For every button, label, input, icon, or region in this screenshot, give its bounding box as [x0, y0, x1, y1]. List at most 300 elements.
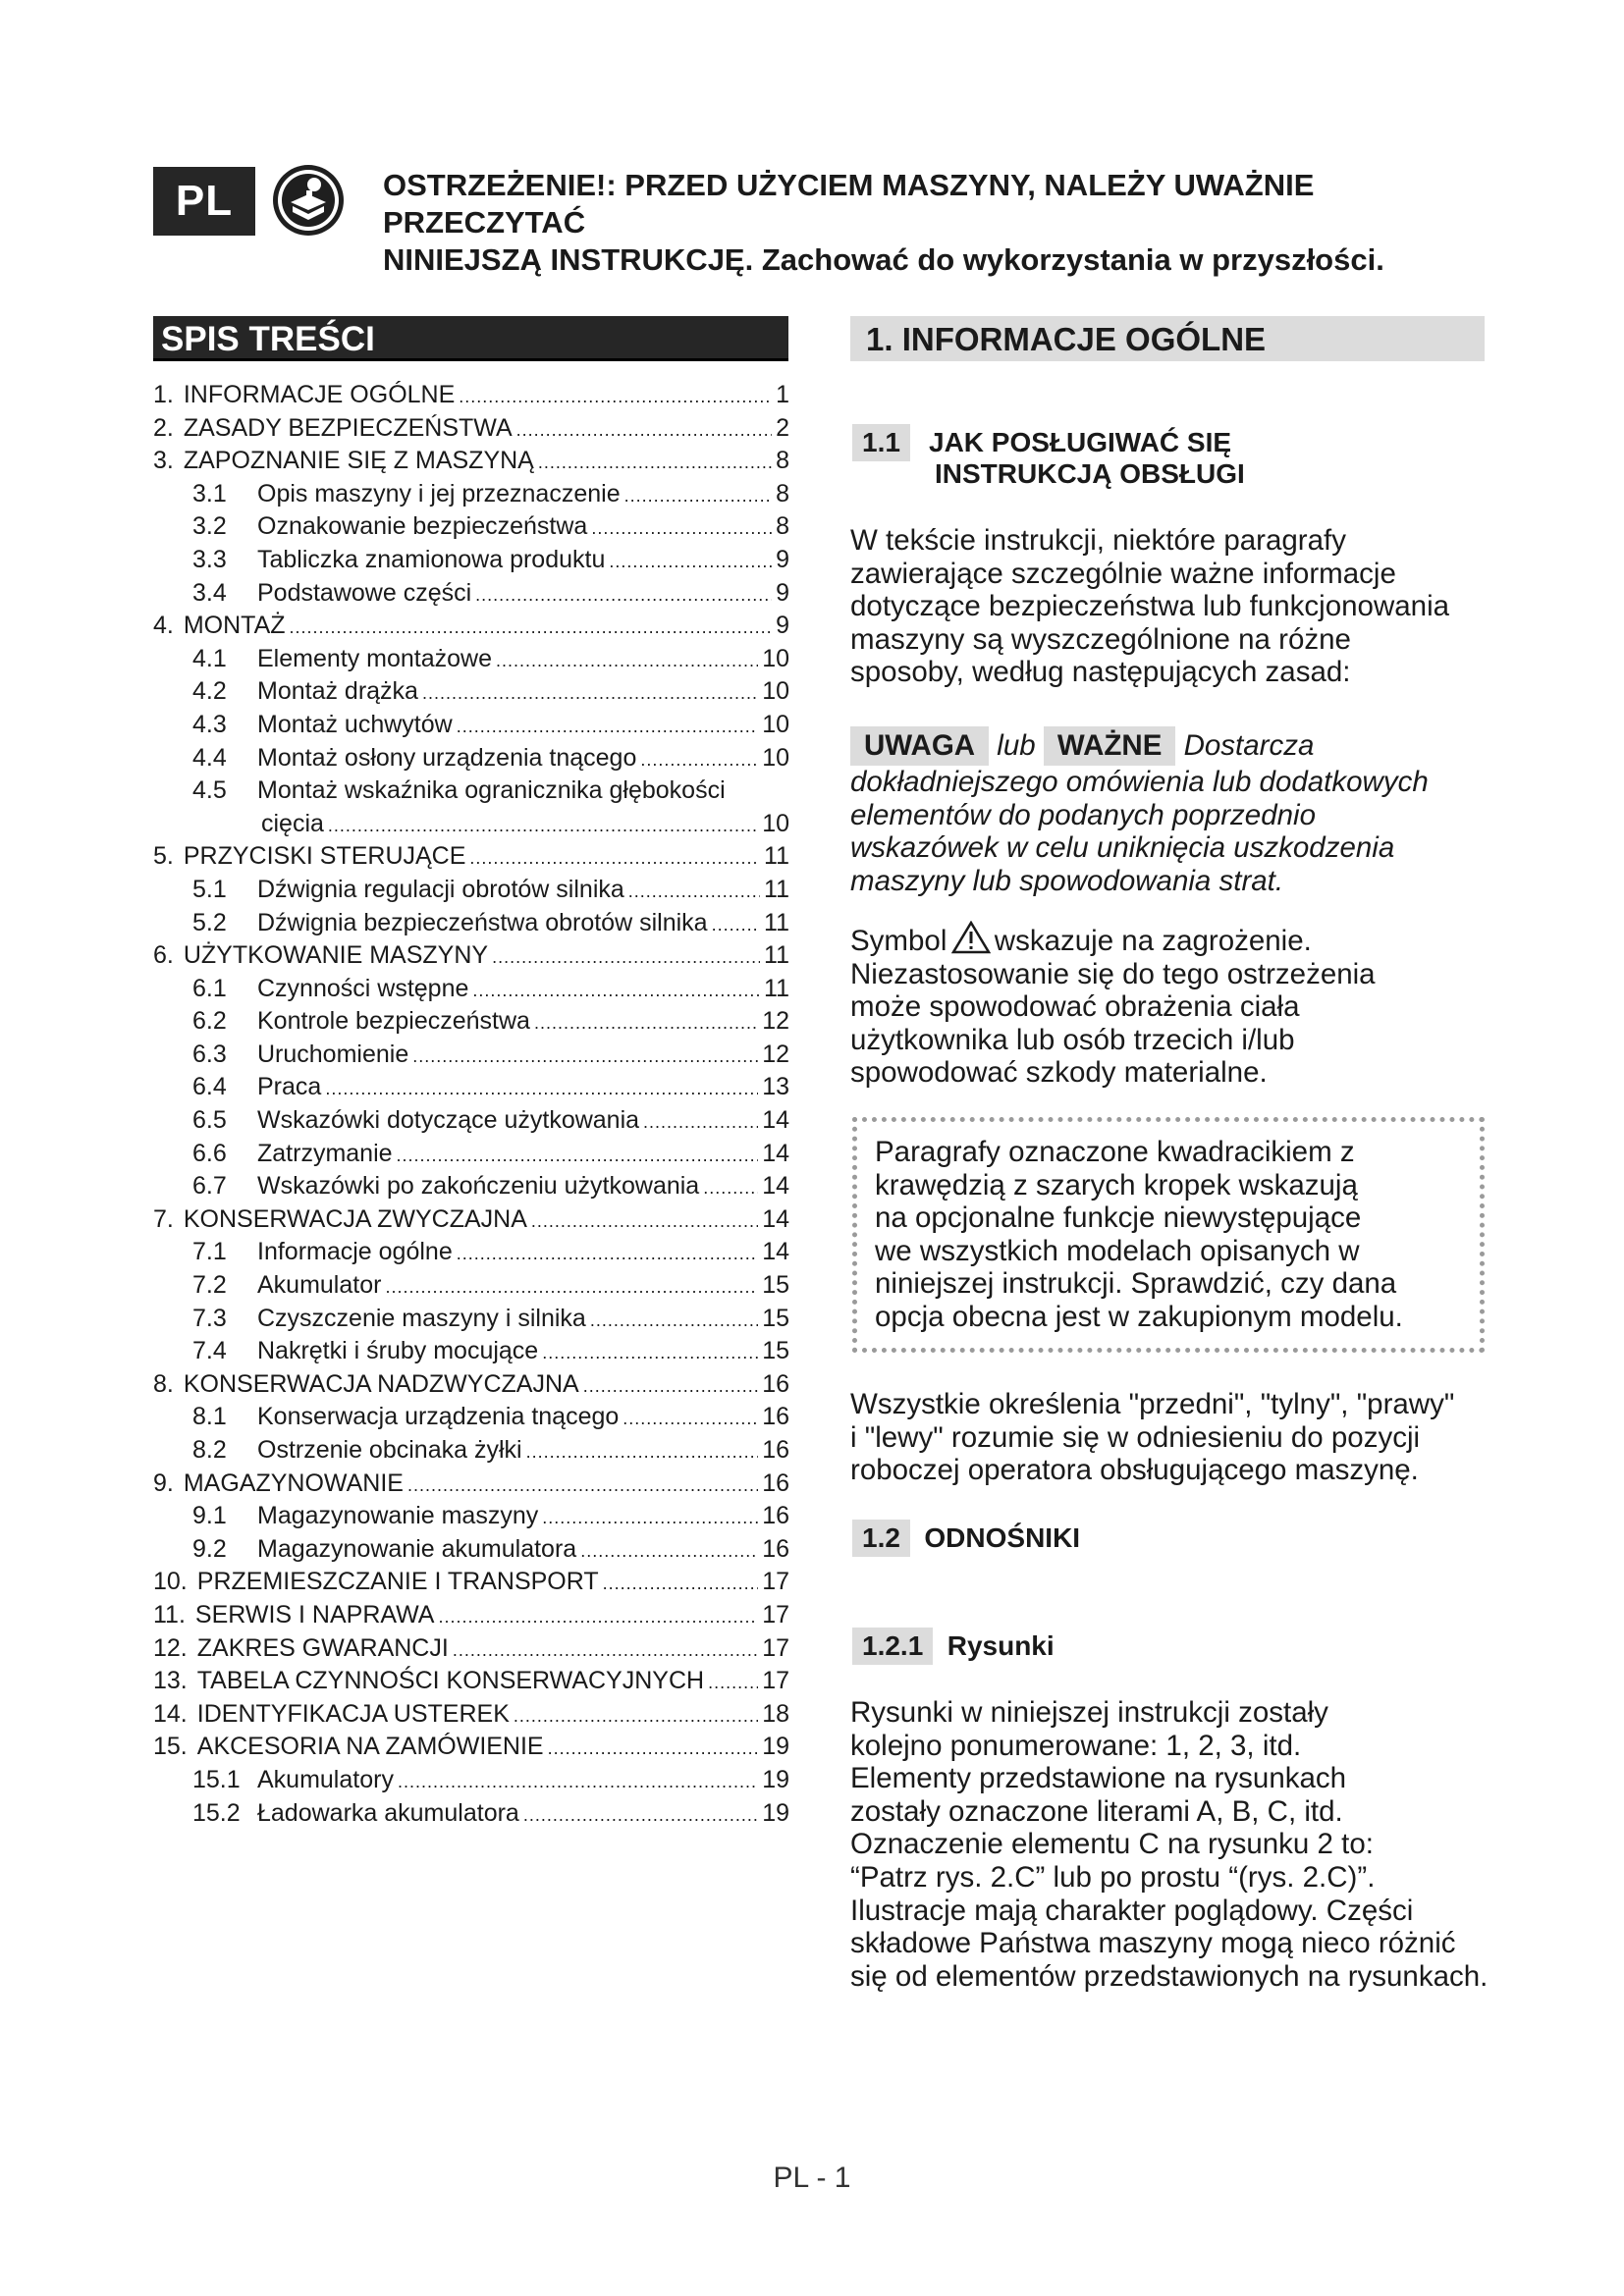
warning-triangle-icon: [951, 921, 991, 954]
toc-leader-dots: [290, 612, 773, 645]
toc-item: [153, 939, 789, 973]
paragraph-line: Elementy przedstawione na rysunkach: [850, 1762, 1347, 1795]
toc-item-label: Czyszczenie maszyny i silnika: [257, 1304, 586, 1332]
toc-leader-dots: [475, 579, 772, 613]
toc-title: SPIS TREŚCI: [153, 316, 788, 361]
toc-item-text: [153, 1698, 510, 1732]
toc-item-label: Nakrętki i śruby mocujące: [257, 1337, 539, 1365]
toc-item-number: 9.2: [192, 1534, 227, 1563]
paragraph-line: “Patrz rys. 2.C” lub po prostu “(rys. 2.C)”.: [850, 1860, 1376, 1894]
table-of-contents: [153, 379, 789, 1830]
paragraph-figures: [850, 1696, 1538, 1993]
toc-item: [153, 379, 789, 412]
toc-leader-dots: [523, 1799, 758, 1833]
toc-item-label: TABELA CZYNNOŚCI KONSERWACYJNYCH: [196, 1667, 705, 1695]
toc-item-text: [192, 1335, 538, 1368]
toc-item-label: Czynności wstępne: [257, 974, 469, 1002]
toc-item: [153, 1236, 789, 1269]
toc-item-number: 6.3: [192, 1040, 227, 1068]
toc-item-label: KONSERWACJA ZWYCZAJNA: [183, 1204, 527, 1233]
toc-item-label: AKCESORIA NA ZAMÓWIENIE: [196, 1733, 544, 1761]
toc-item-page: 14: [762, 1139, 789, 1167]
toc-item-page: 15: [762, 1271, 789, 1300]
toc-item-page: 8: [776, 447, 789, 475]
toc-item-page: 8: [776, 512, 789, 541]
toc-item-page: 16: [762, 1369, 789, 1398]
paragraph-notes: [850, 726, 1498, 897]
toc-item-page: 11: [764, 842, 789, 871]
toc-item-page: 16: [762, 1534, 789, 1563]
toc-leader-dots: [325, 1073, 758, 1106]
toc-leader-dots: [708, 1667, 758, 1700]
toc-item: [153, 1468, 789, 1501]
toc-item-number: 9.1: [192, 1502, 227, 1530]
toc-item-text: [192, 1005, 530, 1039]
toc-item-label: Magazynowanie maszyny: [257, 1502, 539, 1530]
toc-item-text: [153, 1566, 599, 1599]
paragraph-line: się od elementów przedstawionych na rysunkach.: [850, 1959, 1489, 1993]
box-line: na opcjonalne funkcje niewystępujące: [875, 1201, 1362, 1235]
toc-item-label: IDENTYFIKACJA USTEREK: [196, 1699, 510, 1728]
toc-item-text: [153, 939, 488, 973]
symbol-word: Symbol: [850, 925, 947, 957]
toc-item: [153, 808, 789, 841]
warning-line-1: OSTRZEŻENIE!: PRZED UŻYCIEM MASZYNY, NALEŻY UWAŻNIE PRZECZYTAĆ: [383, 168, 1315, 240]
toc-item-label: Wskazówki dotyczące użytkowania: [257, 1106, 640, 1135]
toc-item: [153, 1599, 789, 1632]
toc-leader-dots: [496, 645, 758, 678]
toc-item-label: Oznakowanie bezpieczeństwa: [257, 512, 588, 541]
toc-item: [153, 445, 789, 478]
paragraph-line: użytkownika lub osób trzecich i/lub: [850, 1023, 1295, 1056]
toc-item-number: 5.1: [192, 875, 227, 903]
toc-item: [153, 1104, 789, 1138]
toc-item-page: 9: [776, 578, 789, 607]
toc-item-text: [192, 1071, 321, 1104]
toc-item-text: [261, 808, 324, 841]
toc-item-number: 3.2: [192, 512, 227, 541]
toc-leader-dots: [453, 1634, 758, 1668]
toc-leader-dots: [542, 1337, 758, 1370]
toc-item-page: 16: [762, 1403, 789, 1431]
toc-item-label: Magazynowanie akumulatora: [257, 1534, 577, 1563]
toc-item-page: 11: [764, 908, 789, 936]
toc-leader-dots: [609, 546, 772, 579]
toc-item: [153, 1170, 789, 1203]
toc-item-text: [192, 675, 418, 709]
toc-item-page: 11: [764, 941, 789, 970]
toc-item: [153, 1797, 789, 1831]
toc-item-label: Informacje ogólne: [257, 1238, 453, 1266]
subsection-number: 1.2.1: [852, 1628, 933, 1665]
toc-item-text: [192, 709, 453, 742]
toc-item: [153, 1401, 789, 1434]
toc-item-number: 15.1: [192, 1765, 241, 1793]
toc-item-text: [192, 1104, 639, 1138]
toc-item-page: 11: [764, 875, 789, 903]
box-line: opcja obecna jest w zakupionym modelu.: [875, 1300, 1403, 1333]
toc-leader-dots: [514, 1700, 758, 1734]
toc-item-label: ZASADY BEZPIECZEŃSTWA: [183, 413, 513, 442]
toc-item-text: [153, 1468, 404, 1501]
paragraph-line: maszyny lub spowodowania strat.: [850, 864, 1284, 897]
toc-leader-dots: [472, 975, 760, 1008]
toc-item-text: [192, 1170, 699, 1203]
warning-line-2: NINIEJSZĄ INSTRUKCJĘ. Zachować do wykorzystania w przyszłości.: [383, 242, 1384, 277]
toc-leader-dots: [385, 1271, 758, 1305]
toc-item-text: [153, 1632, 449, 1666]
toc-item-label: Praca: [257, 1073, 322, 1101]
toc-leader-dots: [542, 1502, 758, 1535]
toc-item-page: 10: [762, 743, 789, 772]
paragraph-line: składowe Państwa maszyny mogą nieco różnić: [850, 1927, 1456, 1960]
toc-item-page: 10: [762, 710, 789, 738]
toc-item-text: [153, 1665, 704, 1698]
toc-item: [153, 1632, 789, 1666]
paragraph-line: dotyczące bezpieczeństwa lub funkcjonowania: [850, 590, 1450, 623]
toc-item-number: 1.: [153, 381, 174, 408]
toc-item-text: [192, 1039, 408, 1072]
toc-item-number: 7.1: [192, 1238, 227, 1266]
toc-item-label: INFORMACJE OGÓLNE: [183, 381, 456, 408]
toc-leader-dots: [526, 1436, 759, 1469]
toc-item-text: [153, 1599, 434, 1632]
toc-item-page: 18: [762, 1699, 789, 1728]
toc-item-page: 15: [762, 1337, 789, 1365]
toc-item-page: 13: [762, 1073, 789, 1101]
toc-leader-dots: [628, 876, 760, 909]
toc-item-label: Elementy montażowe: [257, 644, 493, 672]
toc-item: [153, 1665, 789, 1698]
toc-item: [153, 1071, 789, 1104]
toc-item: [153, 544, 789, 577]
toc-item-text: [192, 1269, 381, 1303]
toc-item: [153, 907, 789, 940]
toc-item-text: [153, 1203, 527, 1237]
subsection-1-2-heading: [852, 1520, 1080, 1557]
toc-item-number: 6.: [153, 941, 174, 970]
box-line: we wszystkich modelach opisanych w: [875, 1234, 1360, 1267]
toc-item: [153, 874, 789, 907]
box-line: krawędzią z szarych kropek wskazują: [875, 1168, 1358, 1201]
uwaga-tag: UWAGA: [850, 726, 989, 766]
paragraph-line: może spowodować obrażenia ciała: [850, 990, 1300, 1024]
toc-item: [153, 577, 789, 611]
toc-leader-dots: [422, 677, 758, 711]
toc-item-label: Konserwacja urządzenia tnącego: [257, 1403, 620, 1431]
toc-item-number: 14.: [153, 1699, 188, 1728]
toc-item-page: 17: [762, 1667, 789, 1695]
paragraph-line: sposoby, według następujących zasad:: [850, 656, 1351, 689]
paragraph-line: kolejno ponumerowane: 1, 2, 3, itd.: [850, 1729, 1302, 1762]
toc-item-text: [192, 510, 587, 544]
toc-item: [153, 610, 789, 643]
toc-item-number: 3.1: [192, 479, 227, 507]
paragraph-line: Rysunki w niniejszej instrukcji zostały: [850, 1696, 1328, 1729]
paragraph-line: dokładniejszego omówienia lub dodatkowych: [850, 766, 1429, 798]
toc-item-text: [192, 1303, 586, 1336]
toc-item: [153, 1005, 789, 1039]
toc-item-number: 3.3: [192, 545, 227, 573]
toc-leader-dots: [398, 1766, 758, 1799]
paragraph-line: zawierające szczególnie ważne informacje: [850, 557, 1396, 590]
box-line: Paragrafy oznaczone kwadracikiem z: [875, 1136, 1355, 1168]
toc-item-page: 2: [776, 413, 789, 442]
paragraph-intro: [850, 524, 1498, 689]
toc-leader-dots: [548, 1733, 759, 1766]
toc-leader-dots: [603, 1568, 759, 1601]
toc-leader-dots: [457, 711, 758, 744]
toc-item-text: [192, 577, 471, 611]
toc-item-label: Ładowarka akumulatora: [257, 1798, 519, 1827]
toc-leader-dots: [457, 1238, 758, 1271]
toc-item-number: 15.2: [192, 1798, 241, 1827]
toc-item-text: [192, 1434, 522, 1468]
toc-leader-dots: [643, 1106, 758, 1140]
paragraph-line: W tekście instrukcji, niektóre paragrafy: [850, 524, 1346, 557]
toc-item-label: Uruchomienie: [257, 1040, 409, 1068]
toc-item-page: 12: [762, 1040, 789, 1068]
paragraph-line: wskazówek w celu uniknięcia uszkodzenia: [850, 831, 1395, 865]
toc-item: [153, 973, 789, 1006]
toc-item-label: Akumulator: [257, 1271, 382, 1300]
toc-item-page: 14: [762, 1204, 789, 1233]
toc-leader-dots: [624, 480, 773, 513]
toc-item-number: 6.2: [192, 1007, 227, 1036]
toc-item-label: Wskazówki po zakończeniu użytkowania: [257, 1172, 700, 1201]
toc-item-number: 7.4: [192, 1337, 227, 1365]
toc-item: [153, 510, 789, 544]
toc-item-number: 4.5: [192, 776, 227, 805]
toc-item-page: 16: [762, 1468, 789, 1497]
toc-item-number: 3.4: [192, 578, 227, 607]
toc-item-page: 10: [762, 644, 789, 672]
toc-leader-dots: [712, 909, 760, 942]
subsection-1-2-1-heading: [852, 1628, 1055, 1665]
toc-item-text: [192, 774, 789, 808]
toc-item-page: 14: [762, 1172, 789, 1201]
subsection-title-line-2: INSTRUKCJĄ OBSŁUGI: [935, 458, 1245, 489]
toc-leader-dots: [438, 1601, 758, 1634]
toc-item-label: MAGAZYNOWANIE: [183, 1468, 404, 1497]
toc-item: [153, 1731, 789, 1764]
subsection-title: ODNOŚNIKI: [924, 1522, 1081, 1553]
toc-item: [153, 1039, 789, 1072]
toc-item: [153, 742, 789, 775]
toc-item-text: [192, 643, 492, 676]
toc-leader-dots: [412, 1041, 758, 1074]
toc-item-text: [192, 1401, 619, 1434]
toc-item-number: 4.3: [192, 710, 227, 738]
optional-features-box: [852, 1117, 1485, 1353]
box-line: niniejszej instrukcji. Sprawdzić, czy dana: [875, 1267, 1397, 1301]
toc-item-label: Dźwignia bezpieczeństwa obrotów silnika: [257, 908, 708, 936]
toc-item: [153, 1138, 789, 1171]
toc-item-number: 4.4: [192, 743, 227, 772]
language-badge: PL: [153, 167, 255, 236]
paragraph-line: maszyny są wyszczególnione na różne: [850, 622, 1351, 656]
toc-item: [153, 1500, 789, 1533]
paragraph-symbol: [850, 921, 1498, 1090]
toc-item-label: Montaż osłony urządzenia tnącego: [257, 743, 637, 772]
toc-leader-dots: [531, 1205, 758, 1239]
toc-item-text: [192, 742, 636, 775]
toc-item-page: 14: [762, 1106, 789, 1135]
toc-item-page: 11: [764, 974, 789, 1002]
toc-item-page: 8: [776, 479, 789, 507]
toc-item: [153, 675, 789, 709]
toc-leader-dots: [583, 1370, 759, 1404]
toc-item: [153, 1335, 789, 1368]
toc-leader-dots: [397, 1140, 759, 1173]
toc-item-label: Tabliczka znamionowa produktu: [257, 545, 606, 573]
toc-leader-dots: [469, 842, 760, 876]
toc-item-label: UŻYTKOWANIE MASZYNY: [183, 941, 489, 970]
toc-item-number: 7.3: [192, 1304, 227, 1332]
paragraph-line: i "lewy" rozumie się w odniesieniu do pozycji: [850, 1420, 1421, 1454]
toc-item-text: [192, 478, 621, 511]
toc-leader-dots: [623, 1403, 758, 1436]
toc-item-label: Podstawowe części: [257, 578, 472, 607]
subsection-number: 1.1: [852, 424, 910, 461]
toc-leader-dots: [534, 1007, 758, 1041]
toc-item-number: 8.2: [192, 1436, 227, 1464]
wazne-tag: WAŻNE: [1044, 726, 1176, 766]
toc-item-label: PRZYCISKI STERUJĄCE: [183, 842, 466, 871]
paragraph-notes-first: Dostarcza: [1183, 729, 1315, 762]
page-number: PL - 1: [773, 2162, 851, 2194]
toc-item: [153, 412, 789, 446]
subsection-1-1-heading: [852, 424, 1245, 489]
toc-item-page: 9: [776, 612, 789, 640]
toc-item-page: 19: [762, 1733, 789, 1761]
toc-item-number: 2.: [153, 413, 174, 442]
paragraph-line: Niezastosowanie się do tego ostrzeżenia: [850, 957, 1376, 990]
toc-item-number: 10.: [153, 1568, 188, 1596]
toc-item: [153, 478, 789, 511]
toc-item-label: Zatrzymanie: [257, 1139, 393, 1167]
toc-item-page: 17: [762, 1568, 789, 1596]
toc-item-label: cięcia: [261, 809, 324, 837]
toc-item-text: [192, 907, 708, 940]
toc-item-label: Akumulatory: [257, 1765, 394, 1793]
toc-item-text: [153, 1368, 579, 1402]
toc-item-label: KONSERWACJA NADZWYCZAJNA: [183, 1369, 579, 1398]
toc-item-text: [192, 973, 468, 1006]
toc-item-text: [192, 544, 605, 577]
toc-item-label: Kontrole bezpieczeństwa: [257, 1007, 530, 1036]
toc-item-text: [192, 1797, 519, 1831]
toc-item-page: 17: [762, 1633, 789, 1662]
toc-item-page: 12: [762, 1007, 789, 1036]
toc-item-number: 12.: [153, 1633, 188, 1662]
toc-item-number: 7.: [153, 1204, 174, 1233]
toc-leader-dots: [703, 1172, 758, 1205]
toc-item-label: ZAPOZNANIE SIĘ Z MASZYNĄ: [183, 447, 534, 475]
toc-leader-dots: [580, 1535, 758, 1569]
toc-item: [153, 1203, 789, 1237]
toc-item-page: 14: [762, 1238, 789, 1266]
toc-leader-dots: [459, 381, 772, 414]
toc-item-number: 4.2: [192, 677, 227, 706]
toc-item-page: 10: [762, 677, 789, 706]
toc-item-number: 3.: [153, 447, 174, 475]
toc-item-page: 15: [762, 1304, 789, 1332]
toc-item-label: PRZEMIESZCZANIE I TRANSPORT: [196, 1568, 599, 1596]
toc-leader-dots: [516, 414, 772, 448]
toc-item: [153, 1368, 789, 1402]
paragraph-line: zostały oznaczone literami A, B, C, itd.: [850, 1794, 1343, 1828]
toc-item-number: 8.: [153, 1369, 174, 1398]
toc-item-number: 5.: [153, 842, 174, 871]
paragraph-directions: [850, 1388, 1518, 1487]
toc-item-label: Montaż drążka: [257, 677, 418, 706]
toc-item-text: [153, 445, 534, 478]
paragraph-line: Ilustracje mają charakter poglądowy. Części: [850, 1894, 1414, 1927]
toc-item-label: Opis maszyny i jej przeznaczenie: [257, 479, 621, 507]
toc-leader-dots: [640, 744, 758, 777]
toc-leader-dots: [328, 810, 758, 843]
toc-item: [153, 774, 789, 808]
toc-item-number: 4.1: [192, 644, 227, 672]
paragraph-line: Wszystkie określenia "przedni", "tylny", "prawy": [850, 1388, 1455, 1420]
toc-item-label: Montaż wskaźnika ogranicznika głębokości: [257, 776, 726, 805]
toc-item-number: 15.: [153, 1733, 188, 1761]
toc-item-number: 9.: [153, 1468, 174, 1497]
toc-item-text: [192, 1236, 453, 1269]
toc-item: [153, 1269, 789, 1303]
toc-item-page: 17: [762, 1600, 789, 1629]
toc-item-page: 10: [762, 809, 789, 837]
warning-text: [383, 167, 1502, 279]
word-lub: lub: [997, 729, 1036, 762]
toc-item-page: 1: [776, 381, 789, 408]
toc-item: [153, 1764, 789, 1797]
paragraph-line: spowodować szkody materialne.: [850, 1056, 1268, 1090]
toc-item-label: MONTAŻ: [183, 612, 286, 640]
toc-item-page: 16: [762, 1436, 789, 1464]
subsection-number: 1.2: [852, 1520, 910, 1557]
toc-item-text: [153, 379, 455, 412]
toc-item-text: [192, 1138, 393, 1171]
toc-item-number: 13.: [153, 1667, 188, 1695]
subsection-title: Rysunki: [947, 1630, 1055, 1661]
toc-item-page: 16: [762, 1502, 789, 1530]
toc-item-text: [153, 840, 465, 874]
toc-item-text: [192, 1500, 538, 1533]
toc-item-label: SERWIS I NAPRAWA: [194, 1600, 435, 1629]
toc-leader-dots: [492, 941, 760, 975]
toc-item: [153, 1434, 789, 1468]
toc-item-number: 11.: [153, 1600, 186, 1629]
toc-item-text: [153, 412, 513, 446]
toc-item-text: [153, 1731, 544, 1764]
toc-item-number: 8.1: [192, 1403, 227, 1431]
toc-item-label: Montaż uchwytów: [257, 710, 453, 738]
toc-item-label: Ostrzenie obcinaka żyłki: [257, 1436, 522, 1464]
toc-item-label: Dźwignia regulacji obrotów silnika: [257, 875, 624, 903]
paragraph-line: Oznaczenie elementu C na rysunku 2 to:: [850, 1828, 1374, 1861]
toc-leader-dots: [407, 1469, 758, 1503]
toc-item-number: 6.6: [192, 1139, 227, 1167]
toc-item: [153, 643, 789, 676]
toc-item-page: 19: [762, 1798, 789, 1827]
toc-item: [153, 840, 789, 874]
toc-item-number: 6.5: [192, 1106, 227, 1135]
toc-item: [153, 1566, 789, 1599]
toc-item-text: [153, 610, 286, 643]
paragraph-symbol-first: wskazuje na zagrożenie.: [994, 925, 1312, 957]
